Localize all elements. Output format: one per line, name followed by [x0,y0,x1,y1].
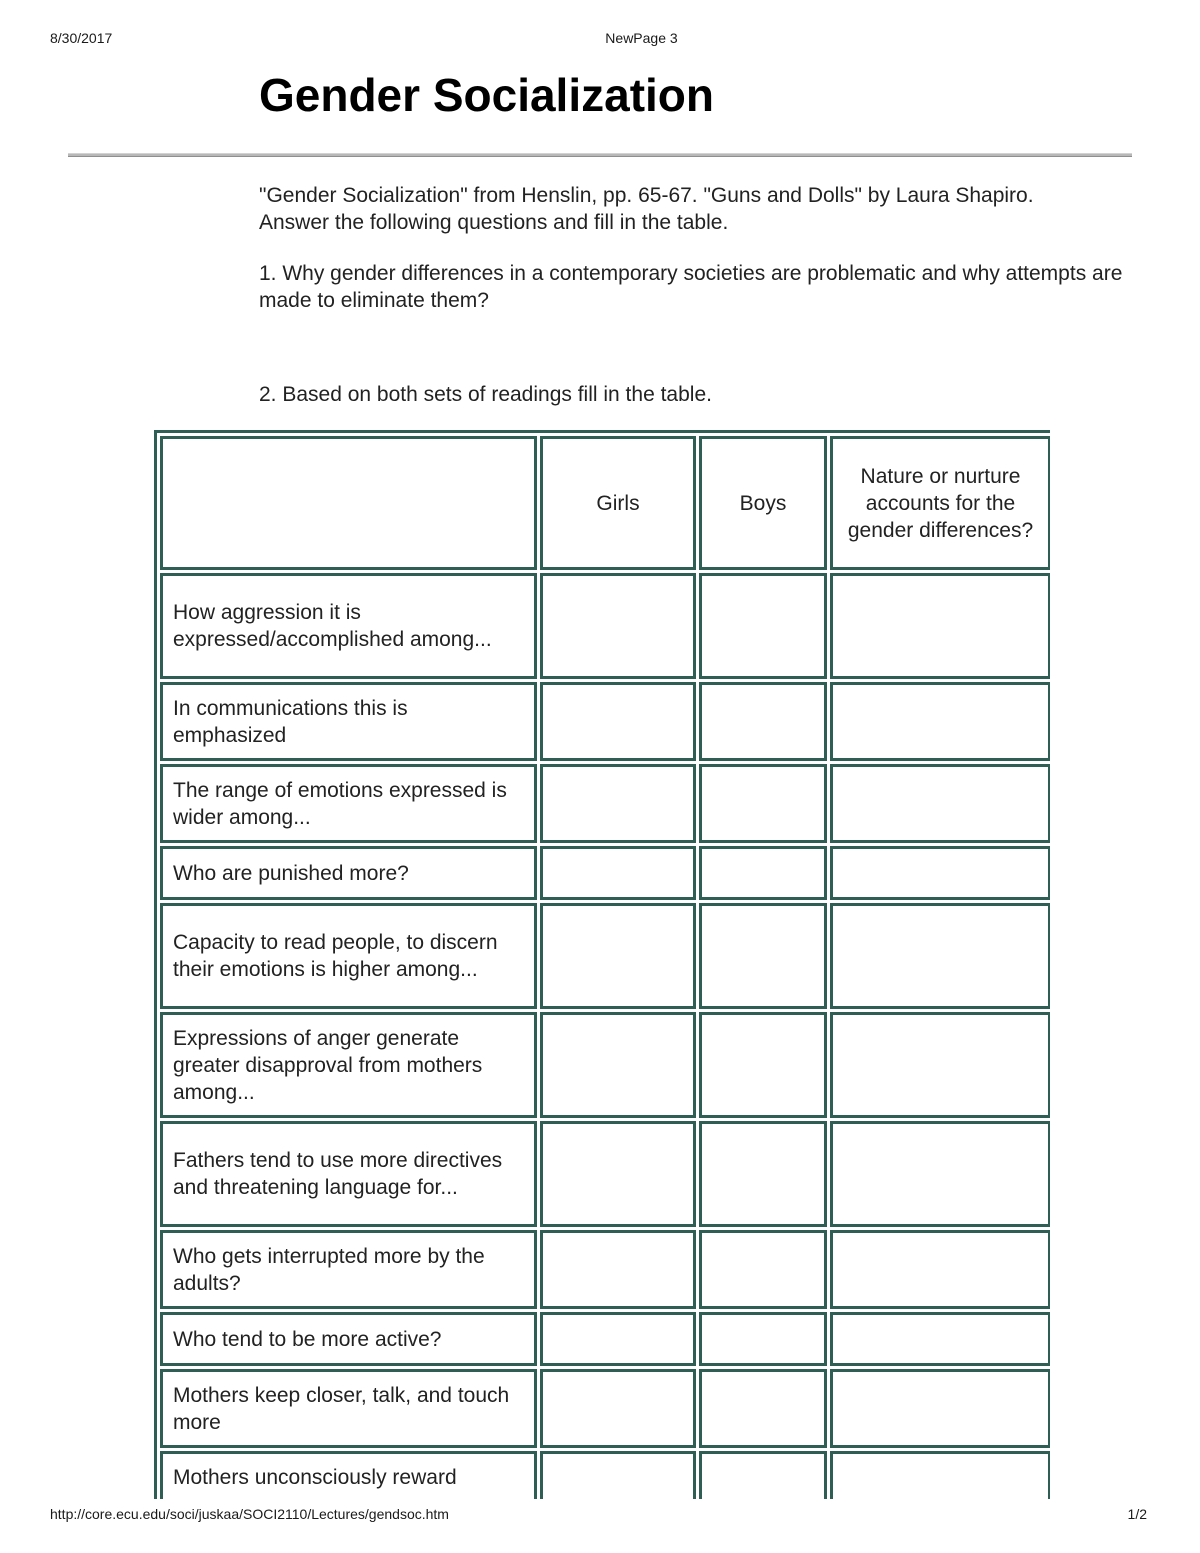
question-1: 1. Why gender differences in a contemporary societies are problematic and why attempts are made to eliminate them? [259,262,1123,312]
answer-cell-boys[interactable] [699,1451,827,1499]
table-row [160,1312,1050,1366]
table-row [160,764,1050,843]
answer-cell-nature-nurture[interactable] [830,1230,1050,1309]
answer-cell-boys[interactable] [699,1012,827,1118]
answer-cell-boys[interactable] [699,682,827,761]
intro-source-line: "Gender Socialization" from Henslin, pp. 65-67. "Guns and Dolls" by Laura Shapiro. [259,184,1034,207]
answer-cell-nature-nurture[interactable] [830,682,1050,761]
intro-text [259,182,1159,236]
table-row [160,1012,1050,1118]
table-row [160,1369,1050,1448]
answer-cell-girls[interactable] [540,1369,696,1448]
row-label: Mothers keep closer, talk, and touch more [160,1369,537,1448]
header-cell-girls: Girls [540,436,696,570]
intro-instruction-line: Answer the following questions and fill in the table. [259,211,729,234]
row-label: How aggression it is expressed/accomplished among... [160,573,537,679]
row-label: Who are punished more? [160,846,537,900]
print-url: http://core.ecu.edu/soci/juskaa/SOCI2110/Lectures/gendsoc.htm [50,1506,449,1522]
answer-cell-nature-nurture[interactable] [830,573,1050,679]
worksheet-table-container [154,430,1050,1499]
answer-cell-boys[interactable] [699,1369,827,1448]
row-label: Who tend to be more active? [160,1312,537,1366]
answer-cell-girls[interactable] [540,1312,696,1366]
page-title: Gender Socialization [259,69,714,121]
print-page-number: 1/2 [1127,1506,1147,1522]
answer-cell-nature-nurture[interactable] [830,1312,1050,1366]
answer-cell-nature-nurture[interactable] [830,1451,1050,1499]
answer-cell-girls[interactable] [540,1012,696,1118]
row-label: Who gets interrupted more by the adults? [160,1230,537,1309]
print-date: 8/30/2017 [50,30,113,46]
answer-cell-girls[interactable] [540,764,696,843]
answer-cell-boys[interactable] [699,846,827,900]
worksheet-table [154,430,1050,1499]
answer-cell-nature-nurture[interactable] [830,846,1050,900]
table-row [160,573,1050,679]
row-label: Expressions of anger generate greater disapproval from mothers among... [160,1012,537,1118]
table-row [160,1451,1050,1499]
answer-cell-girls[interactable] [540,1451,696,1499]
row-label: Capacity to read people, to discern their emotions is higher among... [160,903,537,1009]
title-divider [68,153,1132,157]
answer-cell-girls[interactable] [540,1121,696,1227]
answer-cell-nature-nurture[interactable] [830,1121,1050,1227]
row-label: Fathers tend to use more directives and threatening language for... [160,1121,537,1227]
row-label: Mothers unconsciously reward [160,1451,537,1499]
header-cell-empty [160,436,537,570]
table-row [160,1230,1050,1309]
row-label: The range of emotions expressed is wider among... [160,764,537,843]
table-row [160,846,1050,900]
answer-cell-girls[interactable] [540,682,696,761]
answer-cell-nature-nurture[interactable] [830,903,1050,1009]
answer-cell-boys[interactable] [699,1121,827,1227]
answer-cell-nature-nurture[interactable] [830,764,1050,843]
answer-cell-boys[interactable] [699,903,827,1009]
header-cell-nature-nurture: Nature or nurture accounts for the gender differences? [830,436,1050,570]
table-row [160,1121,1050,1227]
answer-cell-boys[interactable] [699,1312,827,1366]
answer-cell-boys[interactable] [699,573,827,679]
row-label: In communications this is emphasized [160,682,537,761]
answer-cell-girls[interactable] [540,1230,696,1309]
answer-cell-girls[interactable] [540,573,696,679]
table-row [160,903,1050,1009]
table-row [160,682,1050,761]
answer-cell-boys[interactable] [699,764,827,843]
question-2: 2. Based on both sets of readings fill in the table. [259,383,712,406]
table-header-row [160,436,1050,570]
answer-cell-boys[interactable] [699,1230,827,1309]
header-cell-boys: Boys [699,436,827,570]
answer-cell-girls[interactable] [540,903,696,1009]
answer-cell-nature-nurture[interactable] [830,1369,1050,1448]
answer-cell-girls[interactable] [540,846,696,900]
print-page-title: NewPage 3 [605,30,678,46]
answer-cell-nature-nurture[interactable] [830,1012,1050,1118]
